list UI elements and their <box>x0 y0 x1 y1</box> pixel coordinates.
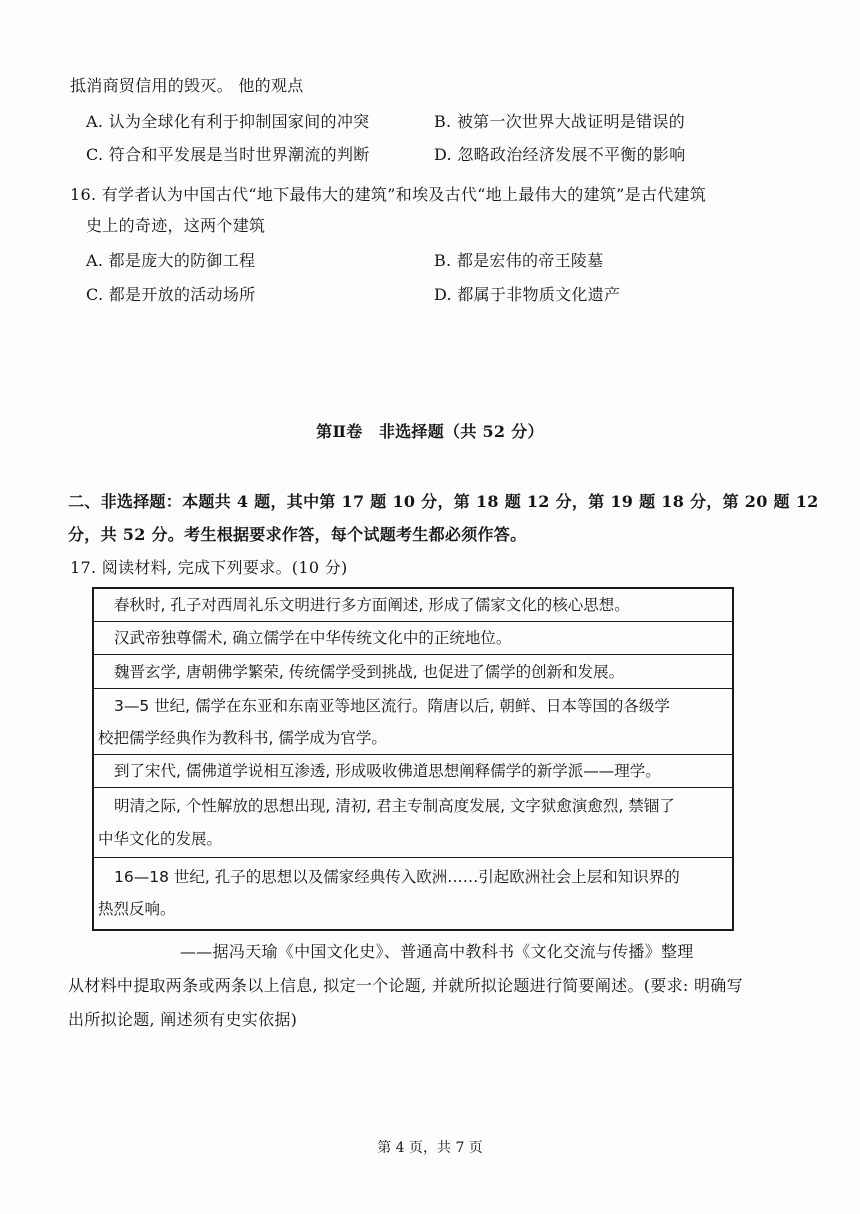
q16-stem-line1: 16. 有学者认为中国古代“地下最伟大的建筑”和埃及古代“地上最伟大的建筑”是古代建筑 <box>70 185 707 204</box>
material-text: 春秋时, 孔子对西周礼乐文明进行多方面阐述, 形成了儒家文化的核心思想。 <box>114 596 630 614</box>
material-text: 中华文化的发展。 <box>98 830 223 848</box>
material-row <box>94 655 732 689</box>
q16-option-c: C. 都是开放的活动场所 <box>86 285 256 304</box>
material-text: 热烈反响。 <box>98 900 176 918</box>
material-text: 明清之际, 个性解放的思想出现, 清初, 君主专制高度发展, 文字狱愈演愈烈, 禁锢了 <box>114 797 675 815</box>
material-text: 汉武帝独尊儒术, 确立儒学在中华传统文化中的正统地位。 <box>114 629 512 647</box>
material-row <box>94 755 732 788</box>
q15-option-b: B. 被第一次世界大战证明是错误的 <box>434 112 686 131</box>
material-text: 魏晋玄学, 唐朝佛学繁荣, 传统儒学受到挑战, 也促进了儒学的创新和发展。 <box>114 663 625 681</box>
q16-option-b: B. 都是宏伟的帝王陵墓 <box>434 251 604 270</box>
q16-stem-line2: 史上的奇迹，这两个建筑 <box>86 216 266 235</box>
material-row <box>94 689 732 755</box>
q15-stem-tail: 抵消商贸信用的毁灭。 他的观点 <box>70 76 304 95</box>
q15-option-d: D. 忽略政治经济发展不平衡的影响 <box>434 145 686 164</box>
section-intro-line1: 二、非选择题：本题共 4 题，其中第 17 题 10 分，第 18 题 12 分，第 19 题 18 分，第 20 题 12 <box>68 492 819 511</box>
q15-option-a: A. 认为全球化有利于抑制国家间的冲突 <box>86 112 370 131</box>
material-row <box>94 858 732 929</box>
material-text: 3—5 世纪, 儒学在东亚和东南亚等地区流行。隋唐以后, 朝鲜、日本等国的各级学 <box>114 697 670 715</box>
q17-source: ——据冯天瑜《中国文化史》、普通高中教科书《文化交流与传播》整理 <box>180 942 694 961</box>
material-text: 校把儒学经典作为教科书, 儒学成为官学。 <box>98 729 387 747</box>
q17-stem: 17. 阅读材料, 完成下列要求。(10 分) <box>70 558 348 577</box>
section-intro-line2: 分，共 52 分。考生根据要求作答，每个试题考生都必须作答。 <box>68 525 527 544</box>
material-row <box>94 622 732 655</box>
q17-task-line2: 出所拟论题, 阐述须有史实依据) <box>68 1010 298 1029</box>
page-footer: 第 4 页，共 7 页 <box>377 1140 483 1156</box>
q16-option-d: D. 都属于非物质文化遗产 <box>434 285 621 304</box>
material-table <box>92 587 734 931</box>
q16-option-a: A. 都是庞大的防御工程 <box>86 251 256 270</box>
q15-option-c: C. 符合和平发展是当时世界潮流的判断 <box>86 145 370 164</box>
material-row <box>94 788 732 858</box>
material-row <box>94 589 732 622</box>
material-text: 16—18 世纪, 孔子的思想以及儒家经典传入欧洲……引起欧洲社会上层和知识界的 <box>114 868 680 886</box>
material-text: 到了宋代, 儒佛道学说相互渗透, 形成吸收佛道思想阐释儒学的新学派——理学。 <box>114 762 661 780</box>
section-title: 第Ⅱ卷 非选择题（共 52 分） <box>316 422 544 441</box>
q17-task-line1: 从材料中提取两条或两条以上信息, 拟定一个论题, 并就所拟论题进行简要阐述。(要求: 明确写 <box>68 976 743 995</box>
